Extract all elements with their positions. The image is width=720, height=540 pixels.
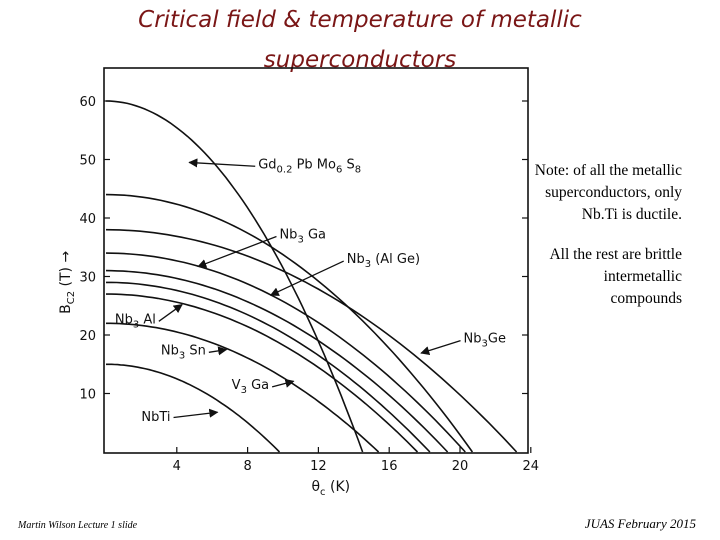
label-part: Ga [246, 377, 270, 393]
y-tick-label: 10 [79, 387, 96, 403]
label-part: Nb [463, 331, 482, 347]
y-tick-label: 50 [79, 153, 96, 169]
x-tick-label: 24 [522, 459, 540, 474]
slide-title-line2: superconductors [263, 47, 457, 73]
label-nb3-sn [161, 343, 206, 361]
footer-left: Martin Wilson Lecture 1 slide [18, 520, 138, 531]
y-axis-label-subscript: C2 [66, 290, 77, 305]
x-tick-label: 12 [310, 459, 327, 474]
label-part: NbTi [141, 409, 171, 425]
label-part: S [342, 157, 355, 173]
label-part: Nb [279, 227, 298, 243]
y-tick-label: 60 [79, 95, 96, 110]
arrow-nb3-al [159, 305, 182, 322]
label-part: 3 [178, 350, 186, 362]
y-axis-label [58, 251, 77, 314]
label-part: 3 [364, 259, 372, 271]
label-nb3-ge [464, 332, 506, 350]
label-gd0-2-pb-mo6-s8 [258, 157, 361, 175]
label-part: V [231, 377, 241, 393]
label-part: Gd [258, 157, 277, 173]
arrow-nb3-sn [209, 350, 227, 353]
label-part: Ga [303, 227, 327, 243]
arrow-v3-ga [272, 381, 293, 387]
label-part: 8 [354, 164, 362, 176]
x-axis-label-unit: (K) [325, 479, 351, 495]
arrow-nb3-ge [421, 341, 460, 354]
y-axis-label-unit: (T) → [58, 250, 74, 291]
label-part: 3 [240, 384, 247, 396]
label-part: Pb Mo [292, 157, 336, 173]
arrow-nbti [174, 412, 218, 417]
label-part: Ge [487, 331, 506, 347]
note-paragraph-2: All the rest are brittle intermetallic compounds [549, 246, 682, 307]
label-v3-ga [232, 378, 269, 396]
label-part: Nb [114, 312, 133, 328]
x-axis-label-subscript: c [320, 487, 326, 498]
x-axis-label-symbol: θ [311, 479, 321, 495]
label-part: 6 [335, 164, 343, 176]
curve-labels-group [115, 157, 506, 425]
label-part: Al [139, 312, 156, 328]
arrow-gd0-2-pb-mo6-s8 [189, 162, 255, 166]
x-tick-label: 20 [451, 459, 469, 474]
label-part: Nb [160, 343, 179, 359]
label-nb3-al [115, 312, 156, 330]
slide-title-line1: Critical field & temperature of metallic [138, 7, 582, 33]
label-nbti [141, 410, 170, 425]
label-part: 0.2 [276, 164, 293, 176]
label-part: 3 [297, 234, 304, 246]
curve-gd0-2-pb-mo6-s8 [106, 101, 363, 452]
label-part: 3 [132, 319, 140, 331]
y-tick-label: 40 [79, 212, 96, 227]
arrow-nb3-ga [198, 236, 276, 266]
footer-right: JUAS February 2015 [584, 516, 696, 531]
plot-border [104, 68, 528, 453]
label-part: Sn [185, 343, 206, 359]
y-axis-label-symbol: B [58, 304, 74, 314]
y-tick-label: 20 [79, 329, 96, 344]
y-tick-label: 30 [79, 270, 96, 286]
note-paragraph-1: Note: of all the metallic superconductors, only Nb.Ti is ductile. [534, 162, 682, 223]
plot-frame [104, 68, 528, 453]
x-tick-label: 4 [172, 459, 181, 474]
x-tick-label: 8 [243, 459, 252, 474]
label-nb3-al-ge- [347, 252, 420, 270]
label-part: Nb [346, 252, 365, 268]
label-nb3-ga [279, 227, 326, 245]
note-text [532, 160, 682, 328]
x-axis-label [311, 479, 350, 498]
label-part: 3 [481, 338, 488, 350]
curve-nb3-sn [106, 282, 430, 452]
label-part: (Al Ge) [371, 252, 421, 268]
x-tick-label: 16 [380, 459, 398, 474]
